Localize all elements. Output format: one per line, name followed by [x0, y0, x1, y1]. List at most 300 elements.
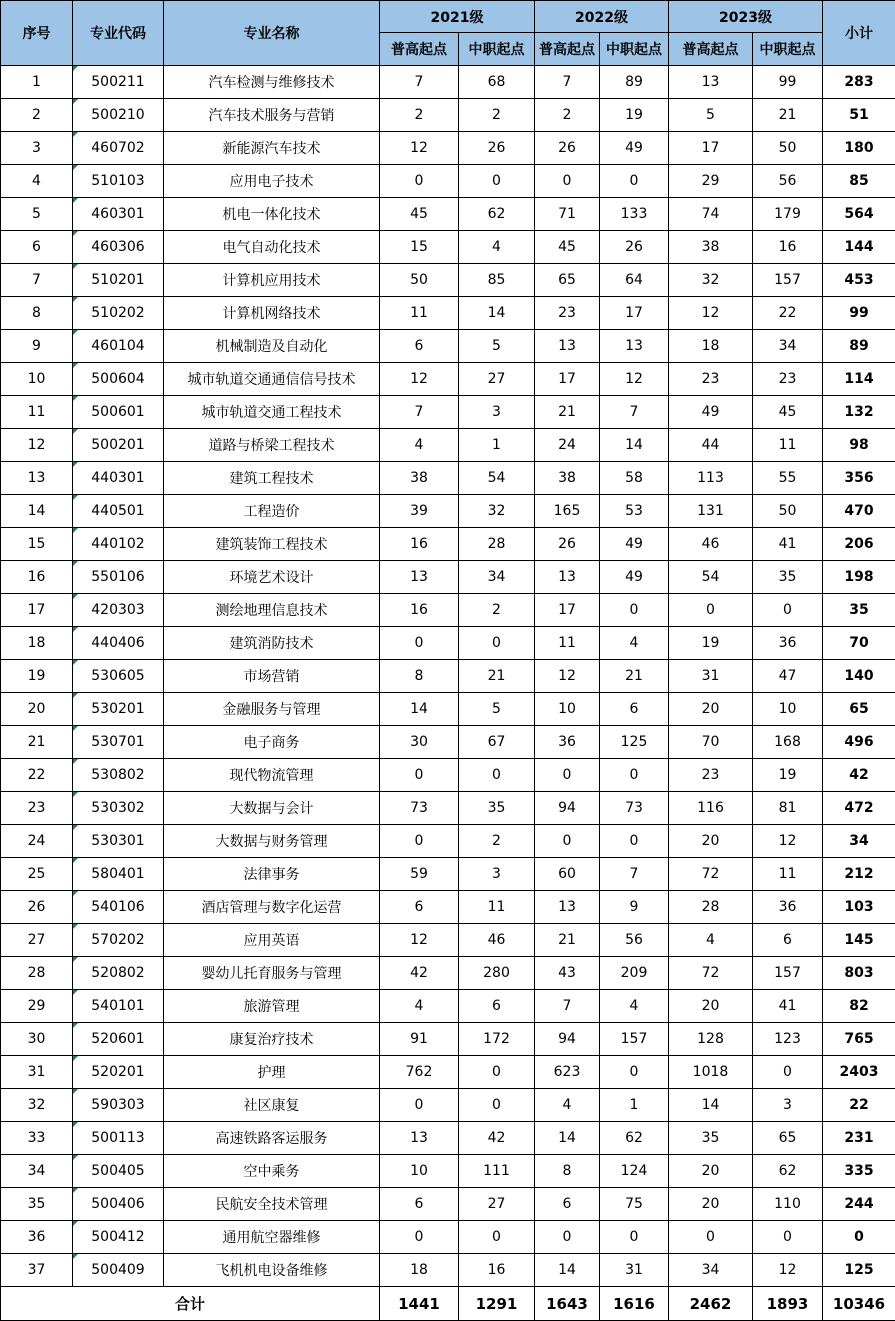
value-cell: 41 — [753, 990, 823, 1023]
code-cell: 530802 — [73, 759, 164, 792]
table-row — [1, 99, 895, 132]
value-cell: 42 — [380, 957, 459, 990]
value-cell: 6 — [380, 330, 459, 363]
major-name-cell: 城市轨道交通通信信号技术 — [164, 363, 380, 396]
value-cell: 11 — [753, 858, 823, 891]
value-cell: 85 — [459, 264, 535, 297]
value-cell: 27 — [459, 1188, 535, 1221]
value-cell: 38 — [380, 462, 459, 495]
subtotal-cell: 98 — [823, 429, 895, 462]
code-cell: 500201 — [73, 429, 164, 462]
col-header-year-2021: 2021级 — [380, 1, 535, 33]
total-cell: 1291 — [459, 1287, 535, 1321]
major-name-cell: 城市轨道交通工程技术 — [164, 396, 380, 429]
code-cell: 520201 — [73, 1056, 164, 1089]
value-cell: 26 — [535, 528, 600, 561]
value-cell: 62 — [459, 198, 535, 231]
value-cell: 1 — [600, 1089, 669, 1122]
code-cell: 440406 — [73, 627, 164, 660]
value-cell: 14 — [459, 297, 535, 330]
value-cell: 46 — [459, 924, 535, 957]
value-cell: 7 — [535, 66, 600, 99]
major-name-cell: 金融服务与管理 — [164, 693, 380, 726]
table-row — [1, 198, 895, 231]
code-cell: 440301 — [73, 462, 164, 495]
value-cell: 10 — [380, 1155, 459, 1188]
table-row — [1, 66, 895, 99]
seq-cell: 31 — [1, 1056, 73, 1089]
value-cell: 4 — [459, 231, 535, 264]
value-cell: 23 — [669, 363, 753, 396]
value-cell: 36 — [753, 891, 823, 924]
value-cell: 32 — [669, 264, 753, 297]
value-cell: 12 — [753, 825, 823, 858]
value-cell: 15 — [380, 231, 459, 264]
value-cell: 39 — [380, 495, 459, 528]
col-header-code: 专业代码 — [73, 1, 164, 66]
major-name-cell: 计算机应用技术 — [164, 264, 380, 297]
table-row — [1, 462, 895, 495]
value-cell: 16 — [380, 528, 459, 561]
major-name-cell: 旅游管理 — [164, 990, 380, 1023]
code-cell: 530605 — [73, 660, 164, 693]
value-cell: 20 — [669, 1155, 753, 1188]
seq-cell: 12 — [1, 429, 73, 462]
value-cell: 3 — [459, 396, 535, 429]
seq-cell: 35 — [1, 1188, 73, 1221]
value-cell: 0 — [600, 1221, 669, 1254]
value-cell: 31 — [600, 1254, 669, 1287]
value-cell: 72 — [669, 858, 753, 891]
col-header-2021-general: 普高起点 — [380, 33, 459, 66]
subtotal-cell: 244 — [823, 1188, 895, 1221]
value-cell: 12 — [753, 1254, 823, 1287]
value-cell: 14 — [669, 1089, 753, 1122]
code-cell: 510103 — [73, 165, 164, 198]
subtotal-cell: 85 — [823, 165, 895, 198]
subtotal-cell: 140 — [823, 660, 895, 693]
table-row — [1, 891, 895, 924]
value-cell: 7 — [380, 396, 459, 429]
value-cell: 0 — [753, 594, 823, 627]
table-row — [1, 594, 895, 627]
value-cell: 64 — [600, 264, 669, 297]
value-cell: 36 — [753, 627, 823, 660]
subtotal-cell: 65 — [823, 693, 895, 726]
major-name-cell: 大数据与会计 — [164, 792, 380, 825]
seq-cell: 2 — [1, 99, 73, 132]
value-cell: 157 — [753, 957, 823, 990]
subtotal-cell: 125 — [823, 1254, 895, 1287]
code-cell: 500405 — [73, 1155, 164, 1188]
table-row — [1, 693, 895, 726]
major-name-cell: 工程造价 — [164, 495, 380, 528]
major-name-cell: 计算机网络技术 — [164, 297, 380, 330]
value-cell: 6 — [380, 1188, 459, 1221]
value-cell: 0 — [459, 759, 535, 792]
value-cell: 19 — [600, 99, 669, 132]
value-cell: 6 — [753, 924, 823, 957]
seq-cell: 7 — [1, 264, 73, 297]
subtotal-cell: 335 — [823, 1155, 895, 1188]
value-cell: 0 — [380, 825, 459, 858]
col-header-year-2022: 2022级 — [535, 1, 669, 33]
col-header-2023-general: 普高起点 — [669, 33, 753, 66]
major-name-cell: 康复治疗技术 — [164, 1023, 380, 1056]
value-cell: 34 — [753, 330, 823, 363]
table-row — [1, 396, 895, 429]
total-cell: 1643 — [535, 1287, 600, 1321]
table-row — [1, 957, 895, 990]
value-cell: 3 — [459, 858, 535, 891]
value-cell: 6 — [380, 891, 459, 924]
subtotal-cell: 144 — [823, 231, 895, 264]
seq-cell: 11 — [1, 396, 73, 429]
value-cell: 2 — [459, 99, 535, 132]
value-cell: 11 — [753, 429, 823, 462]
value-cell: 55 — [753, 462, 823, 495]
major-name-cell: 电气自动化技术 — [164, 231, 380, 264]
value-cell: 45 — [753, 396, 823, 429]
value-cell: 12 — [380, 363, 459, 396]
subtotal-cell: 34 — [823, 825, 895, 858]
value-cell: 13 — [535, 330, 600, 363]
major-name-cell: 机电一体化技术 — [164, 198, 380, 231]
subtotal-cell: 283 — [823, 66, 895, 99]
value-cell: 20 — [669, 1188, 753, 1221]
value-cell: 26 — [600, 231, 669, 264]
code-cell: 570202 — [73, 924, 164, 957]
col-header-2021-vocational: 中职起点 — [459, 33, 535, 66]
value-cell: 21 — [459, 660, 535, 693]
value-cell: 5 — [459, 693, 535, 726]
value-cell: 157 — [600, 1023, 669, 1056]
total-label: 合计 — [1, 1287, 380, 1321]
value-cell: 62 — [600, 1122, 669, 1155]
value-cell: 1 — [459, 429, 535, 462]
subtotal-cell: 180 — [823, 132, 895, 165]
value-cell: 12 — [600, 363, 669, 396]
value-cell: 0 — [535, 1221, 600, 1254]
table-row — [1, 1056, 895, 1089]
subtotal-cell: 212 — [823, 858, 895, 891]
value-cell: 73 — [600, 792, 669, 825]
code-cell: 500406 — [73, 1188, 164, 1221]
value-cell: 74 — [669, 198, 753, 231]
seq-cell: 20 — [1, 693, 73, 726]
major-name-cell: 应用电子技术 — [164, 165, 380, 198]
seq-cell: 6 — [1, 231, 73, 264]
value-cell: 4 — [669, 924, 753, 957]
major-name-cell: 酒店管理与数字化运营 — [164, 891, 380, 924]
table-row — [1, 660, 895, 693]
value-cell: 75 — [600, 1188, 669, 1221]
value-cell: 13 — [669, 66, 753, 99]
value-cell: 0 — [380, 759, 459, 792]
seq-cell: 32 — [1, 1089, 73, 1122]
value-cell: 0 — [600, 759, 669, 792]
subtotal-cell: 231 — [823, 1122, 895, 1155]
major-name-cell: 电子商务 — [164, 726, 380, 759]
value-cell: 28 — [459, 528, 535, 561]
value-cell: 50 — [753, 495, 823, 528]
code-cell: 500211 — [73, 66, 164, 99]
grand-total: 10346 — [823, 1287, 895, 1321]
value-cell: 43 — [535, 957, 600, 990]
table-row — [1, 1122, 895, 1155]
value-cell: 16 — [753, 231, 823, 264]
value-cell: 4 — [535, 1089, 600, 1122]
table-row — [1, 726, 895, 759]
code-cell: 440102 — [73, 528, 164, 561]
seq-cell: 10 — [1, 363, 73, 396]
value-cell: 0 — [600, 594, 669, 627]
value-cell: 71 — [535, 198, 600, 231]
value-cell: 56 — [753, 165, 823, 198]
subtotal-cell: 803 — [823, 957, 895, 990]
value-cell: 16 — [380, 594, 459, 627]
value-cell: 0 — [535, 759, 600, 792]
value-cell: 0 — [459, 1056, 535, 1089]
value-cell: 7 — [600, 858, 669, 891]
value-cell: 17 — [600, 297, 669, 330]
value-cell: 58 — [600, 462, 669, 495]
value-cell: 23 — [669, 759, 753, 792]
value-cell: 49 — [600, 561, 669, 594]
seq-cell: 30 — [1, 1023, 73, 1056]
code-cell: 530302 — [73, 792, 164, 825]
code-cell: 420303 — [73, 594, 164, 627]
value-cell: 65 — [535, 264, 600, 297]
seq-cell: 37 — [1, 1254, 73, 1287]
table-row — [1, 528, 895, 561]
col-header-name: 专业名称 — [164, 1, 380, 66]
table-row — [1, 264, 895, 297]
value-cell: 2 — [380, 99, 459, 132]
code-cell: 580401 — [73, 858, 164, 891]
value-cell: 9 — [600, 891, 669, 924]
major-name-cell: 机械制造及自动化 — [164, 330, 380, 363]
code-cell: 500412 — [73, 1221, 164, 1254]
value-cell: 23 — [753, 363, 823, 396]
table-row — [1, 1089, 895, 1122]
value-cell: 56 — [600, 924, 669, 957]
table-footer — [1, 1287, 895, 1321]
major-name-cell: 大数据与财务管理 — [164, 825, 380, 858]
value-cell: 26 — [459, 132, 535, 165]
value-cell: 50 — [753, 132, 823, 165]
subtotal-cell: 132 — [823, 396, 895, 429]
subtotal-cell: 22 — [823, 1089, 895, 1122]
seq-cell: 28 — [1, 957, 73, 990]
value-cell: 54 — [669, 561, 753, 594]
subtotal-cell: 2403 — [823, 1056, 895, 1089]
subtotal-cell: 42 — [823, 759, 895, 792]
value-cell: 5 — [669, 99, 753, 132]
seq-cell: 19 — [1, 660, 73, 693]
value-cell: 21 — [535, 396, 600, 429]
table-row — [1, 627, 895, 660]
value-cell: 165 — [535, 495, 600, 528]
seq-cell: 9 — [1, 330, 73, 363]
col-header-2023-vocational: 中职起点 — [753, 33, 823, 66]
code-cell: 460104 — [73, 330, 164, 363]
value-cell: 19 — [753, 759, 823, 792]
major-name-cell: 法律事务 — [164, 858, 380, 891]
value-cell: 13 — [535, 561, 600, 594]
table-row — [1, 495, 895, 528]
seq-cell: 17 — [1, 594, 73, 627]
value-cell: 21 — [535, 924, 600, 957]
total-cell: 1616 — [600, 1287, 669, 1321]
value-cell: 38 — [535, 462, 600, 495]
code-cell: 540101 — [73, 990, 164, 1023]
value-cell: 12 — [380, 924, 459, 957]
subtotal-cell: 82 — [823, 990, 895, 1023]
major-name-cell: 社区康复 — [164, 1089, 380, 1122]
value-cell: 2 — [459, 594, 535, 627]
value-cell: 4 — [380, 429, 459, 462]
value-cell: 128 — [669, 1023, 753, 1056]
seq-cell: 13 — [1, 462, 73, 495]
major-name-cell: 空中乘务 — [164, 1155, 380, 1188]
value-cell: 13 — [535, 891, 600, 924]
seq-cell: 25 — [1, 858, 73, 891]
subtotal-cell: 356 — [823, 462, 895, 495]
value-cell: 0 — [459, 1221, 535, 1254]
value-cell: 168 — [753, 726, 823, 759]
subtotal-cell: 765 — [823, 1023, 895, 1056]
value-cell: 26 — [535, 132, 600, 165]
major-name-cell: 高速铁路客运服务 — [164, 1122, 380, 1155]
subtotal-cell: 99 — [823, 297, 895, 330]
value-cell: 2 — [535, 99, 600, 132]
value-cell: 46 — [669, 528, 753, 561]
seq-cell: 15 — [1, 528, 73, 561]
code-cell: 540106 — [73, 891, 164, 924]
value-cell: 12 — [380, 132, 459, 165]
value-cell: 6 — [535, 1188, 600, 1221]
value-cell: 0 — [459, 627, 535, 660]
total-cell: 1441 — [380, 1287, 459, 1321]
subtotal-cell: 496 — [823, 726, 895, 759]
code-cell: 510201 — [73, 264, 164, 297]
value-cell: 0 — [380, 1089, 459, 1122]
major-name-cell: 建筑消防技术 — [164, 627, 380, 660]
value-cell: 0 — [669, 594, 753, 627]
major-name-cell: 民航安全技术管理 — [164, 1188, 380, 1221]
seq-cell: 34 — [1, 1155, 73, 1188]
seq-cell: 33 — [1, 1122, 73, 1155]
value-cell: 11 — [535, 627, 600, 660]
value-cell: 17 — [535, 363, 600, 396]
value-cell: 7 — [535, 990, 600, 1023]
value-cell: 4 — [600, 627, 669, 660]
subtotal-cell: 206 — [823, 528, 895, 561]
code-cell: 550106 — [73, 561, 164, 594]
code-cell: 460301 — [73, 198, 164, 231]
value-cell: 20 — [669, 825, 753, 858]
seq-cell: 8 — [1, 297, 73, 330]
value-cell: 280 — [459, 957, 535, 990]
major-name-cell: 建筑装饰工程技术 — [164, 528, 380, 561]
value-cell: 0 — [459, 165, 535, 198]
value-cell: 0 — [600, 165, 669, 198]
value-cell: 6 — [600, 693, 669, 726]
value-cell: 124 — [600, 1155, 669, 1188]
subtotal-cell: 89 — [823, 330, 895, 363]
value-cell: 762 — [380, 1056, 459, 1089]
code-cell: 460702 — [73, 132, 164, 165]
col-header-subtotal: 小计 — [823, 1, 895, 66]
major-name-cell: 建筑工程技术 — [164, 462, 380, 495]
table-row — [1, 858, 895, 891]
table-row — [1, 759, 895, 792]
subtotal-cell: 114 — [823, 363, 895, 396]
value-cell: 30 — [380, 726, 459, 759]
seq-cell: 26 — [1, 891, 73, 924]
value-cell: 94 — [535, 1023, 600, 1056]
value-cell: 12 — [535, 660, 600, 693]
major-name-cell: 现代物流管理 — [164, 759, 380, 792]
col-header-2022-general: 普高起点 — [535, 33, 600, 66]
value-cell: 133 — [600, 198, 669, 231]
value-cell: 21 — [753, 99, 823, 132]
subtotal-cell: 198 — [823, 561, 895, 594]
value-cell: 72 — [669, 957, 753, 990]
value-cell: 28 — [669, 891, 753, 924]
value-cell: 0 — [669, 1221, 753, 1254]
code-cell: 500601 — [73, 396, 164, 429]
value-cell: 20 — [669, 693, 753, 726]
value-cell: 32 — [459, 495, 535, 528]
seq-cell: 29 — [1, 990, 73, 1023]
value-cell: 35 — [753, 561, 823, 594]
subtotal-cell: 453 — [823, 264, 895, 297]
value-cell: 47 — [753, 660, 823, 693]
total-cell: 2462 — [669, 1287, 753, 1321]
value-cell: 8 — [535, 1155, 600, 1188]
value-cell: 12 — [669, 297, 753, 330]
code-cell: 500604 — [73, 363, 164, 396]
value-cell: 7 — [600, 396, 669, 429]
value-cell: 53 — [600, 495, 669, 528]
table-row — [1, 1254, 895, 1287]
value-cell: 45 — [535, 231, 600, 264]
value-cell: 13 — [380, 1122, 459, 1155]
value-cell: 0 — [600, 825, 669, 858]
value-cell: 0 — [380, 1221, 459, 1254]
value-cell: 31 — [669, 660, 753, 693]
value-cell: 62 — [753, 1155, 823, 1188]
seq-cell: 22 — [1, 759, 73, 792]
code-cell: 500113 — [73, 1122, 164, 1155]
seq-cell: 18 — [1, 627, 73, 660]
value-cell: 172 — [459, 1023, 535, 1056]
subtotal-cell: 0 — [823, 1221, 895, 1254]
code-cell: 520802 — [73, 957, 164, 990]
table-row — [1, 1155, 895, 1188]
value-cell: 17 — [669, 132, 753, 165]
major-name-cell: 新能源汽车技术 — [164, 132, 380, 165]
value-cell: 623 — [535, 1056, 600, 1089]
value-cell: 35 — [669, 1122, 753, 1155]
value-cell: 1018 — [669, 1056, 753, 1089]
value-cell: 179 — [753, 198, 823, 231]
value-cell: 67 — [459, 726, 535, 759]
seq-cell: 3 — [1, 132, 73, 165]
value-cell: 0 — [459, 1089, 535, 1122]
